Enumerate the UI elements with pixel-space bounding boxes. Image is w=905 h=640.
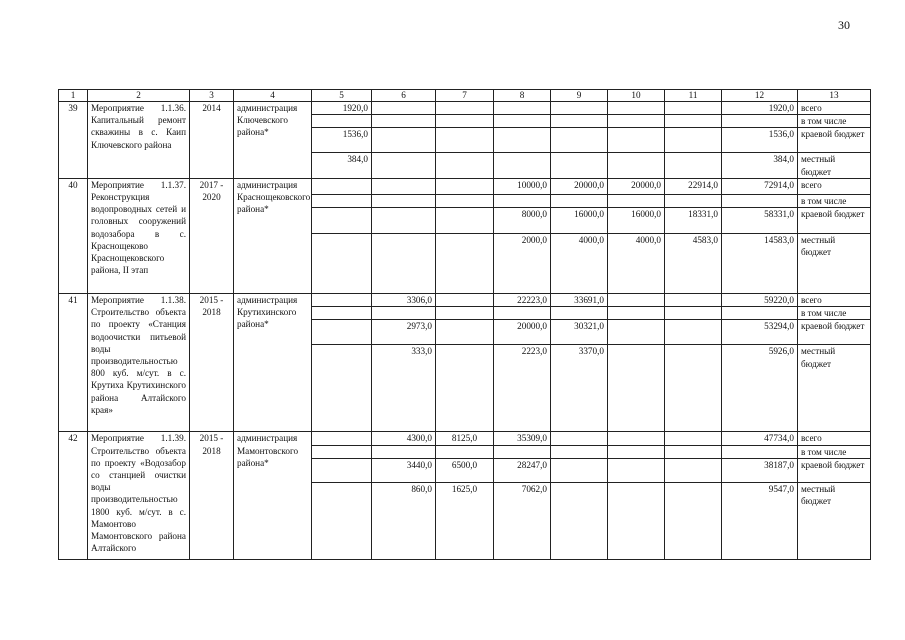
amount-cell (551, 482, 608, 559)
amount-cell: 14583,0 (722, 234, 798, 294)
funding-source: местный бюджет (798, 345, 871, 432)
amount-cell: 3306,0 (372, 294, 436, 307)
measure-name: Мероприятие 1.1.39. Строительство объекта по проекту «Водозабор со станцией очистки воды производительностью 1800 куб. м/сут. в с. Мамонтово Мамонтовского района Алтайского (88, 432, 190, 559)
amount-cell (372, 208, 436, 234)
amount-cell (551, 102, 608, 115)
page-number: 30 (838, 18, 850, 32)
amount-cell: 3370,0 (551, 345, 608, 432)
amount-cell (312, 482, 372, 559)
amount-cell (494, 102, 551, 115)
amount-cell: 47734,0 (722, 432, 798, 445)
amount-cell (665, 102, 722, 115)
column-header: 7 (436, 90, 494, 102)
amount-cell: 860,0 (372, 482, 436, 559)
amount-cell (312, 445, 372, 458)
amount-cell (312, 194, 372, 207)
executor-cell: администрация Краснощековского района* (234, 178, 312, 293)
amount-cell: 16000,0 (608, 208, 665, 234)
table-row (59, 178, 871, 194)
funding-source: в том числе (798, 307, 871, 320)
funding-source: краевой бюджет (798, 320, 871, 345)
amount-cell: 7062,0 (494, 482, 551, 559)
amount-cell (312, 345, 372, 432)
amount-cell (494, 194, 551, 207)
amount-cell (436, 194, 494, 207)
amount-cell: 4300,0 (372, 432, 436, 445)
amount-cell (436, 320, 494, 345)
amount-cell (608, 128, 665, 153)
amount-cell: 4000,0 (608, 234, 665, 294)
amount-cell: 4000,0 (551, 234, 608, 294)
amount-cell (436, 294, 494, 307)
column-header: 8 (494, 90, 551, 102)
row-number: 40 (59, 178, 88, 293)
amount-cell (665, 294, 722, 307)
amount-cell (372, 178, 436, 194)
amount-cell: 4583,0 (665, 234, 722, 294)
years-cell: 2015 - 2018 (190, 294, 234, 432)
funding-source: в том числе (798, 115, 871, 128)
amount-cell (551, 153, 608, 178)
amount-cell: 8000,0 (494, 208, 551, 234)
measure-name: Мероприятие 1.1.37. Реконструкция водопроводных сетей и головных сооружений водозабора в с. Краснощеково Краснощековского района, II этап (88, 178, 190, 293)
amount-cell (665, 307, 722, 320)
amount-cell: 10000,0 (494, 178, 551, 194)
amount-cell: 20000,0 (551, 178, 608, 194)
amount-cell: 30321,0 (551, 320, 608, 345)
amount-cell: 8125,0 (436, 432, 494, 445)
amount-cell: 20000,0 (608, 178, 665, 194)
amount-cell (608, 294, 665, 307)
column-header: 1 (59, 90, 88, 102)
amount-cell (372, 307, 436, 320)
amount-cell: 1625,0 (436, 482, 494, 559)
amount-cell (312, 208, 372, 234)
amount-cell: 58331,0 (722, 208, 798, 234)
amount-cell (312, 234, 372, 294)
amount-cell (551, 128, 608, 153)
amount-cell (608, 345, 665, 432)
amount-cell (722, 307, 798, 320)
amount-cell: 22914,0 (665, 178, 722, 194)
amount-cell (312, 178, 372, 194)
funding-source: краевой бюджет (798, 128, 871, 153)
amount-cell (436, 345, 494, 432)
amount-cell (665, 320, 722, 345)
amount-cell (608, 115, 665, 128)
funding-source: местный бюджет (798, 482, 871, 559)
amount-cell: 2973,0 (372, 320, 436, 345)
executor-cell: администрация Ключевского района* (234, 102, 312, 179)
amount-cell: 1536,0 (312, 128, 372, 153)
amount-cell (665, 115, 722, 128)
measure-name: Мероприятие 1.1.38. Строительство объекта по проекту «Станция водоочистки питьевой воды производительностью 800 куб. м/сут. в с. Крутиха Крутихинского района Алтайского края» (88, 294, 190, 432)
amount-cell (608, 458, 665, 482)
amount-cell (665, 194, 722, 207)
column-header: 10 (608, 90, 665, 102)
amount-cell (551, 307, 608, 320)
amount-cell (551, 432, 608, 445)
funding-table (58, 89, 871, 560)
amount-cell (372, 102, 436, 115)
amount-cell (436, 115, 494, 128)
amount-cell: 72914,0 (722, 178, 798, 194)
column-header: 13 (798, 90, 871, 102)
measure-name: Мероприятие 1.1.36. Капитальный ремонт скважины в с. Каип Ключевского района (88, 102, 190, 179)
amount-cell (665, 445, 722, 458)
funding-source: в том числе (798, 194, 871, 207)
amount-cell (608, 432, 665, 445)
funding-source: краевой бюджет (798, 458, 871, 482)
amount-cell: 2000,0 (494, 234, 551, 294)
amount-cell: 18331,0 (665, 208, 722, 234)
amount-cell (665, 128, 722, 153)
amount-cell (494, 153, 551, 178)
amount-cell (312, 432, 372, 445)
column-header: 12 (722, 90, 798, 102)
amount-cell: 1920,0 (312, 102, 372, 115)
amount-cell (551, 194, 608, 207)
amount-cell (312, 115, 372, 128)
amount-cell: 22223,0 (494, 294, 551, 307)
column-header: 2 (88, 90, 190, 102)
column-header: 11 (665, 90, 722, 102)
amount-cell (372, 115, 436, 128)
amount-cell (608, 320, 665, 345)
amount-cell (608, 102, 665, 115)
amount-cell (436, 234, 494, 294)
amount-cell: 33691,0 (551, 294, 608, 307)
amount-cell: 2223,0 (494, 345, 551, 432)
amount-cell (722, 115, 798, 128)
amount-cell (436, 208, 494, 234)
amount-cell (372, 128, 436, 153)
amount-cell (372, 445, 436, 458)
amount-cell (494, 115, 551, 128)
amount-cell (551, 445, 608, 458)
amount-cell (608, 482, 665, 559)
funding-source: местный бюджет (798, 153, 871, 178)
amount-cell (312, 294, 372, 307)
amount-cell (436, 178, 494, 194)
amount-cell (722, 194, 798, 207)
years-cell: 2017 - 2020 (190, 178, 234, 293)
amount-cell (494, 307, 551, 320)
amount-cell: 38187,0 (722, 458, 798, 482)
amount-cell (551, 458, 608, 482)
amount-cell (312, 458, 372, 482)
amount-cell (436, 128, 494, 153)
amount-cell: 6500,0 (436, 458, 494, 482)
funding-source: в том числе (798, 445, 871, 458)
amount-cell (372, 153, 436, 178)
amount-cell: 384,0 (312, 153, 372, 178)
column-header: 5 (312, 90, 372, 102)
funding-source: всего (798, 178, 871, 194)
table-row (59, 102, 871, 115)
funding-source: краевой бюджет (798, 208, 871, 234)
amount-cell: 384,0 (722, 153, 798, 178)
amount-cell (665, 153, 722, 178)
amount-cell: 1536,0 (722, 128, 798, 153)
amount-cell (436, 307, 494, 320)
row-number: 39 (59, 102, 88, 179)
years-cell: 2014 (190, 102, 234, 179)
amount-cell (372, 194, 436, 207)
amount-cell (494, 445, 551, 458)
amount-cell (665, 432, 722, 445)
amount-cell: 9547,0 (722, 482, 798, 559)
table-row (59, 432, 871, 445)
amount-cell: 3440,0 (372, 458, 436, 482)
header-row (59, 90, 871, 102)
amount-cell (665, 458, 722, 482)
row-number: 42 (59, 432, 88, 559)
funding-source: местный бюджет (798, 234, 871, 294)
funding-source: всего (798, 102, 871, 115)
amount-cell (608, 153, 665, 178)
amount-cell (312, 320, 372, 345)
column-header: 4 (234, 90, 312, 102)
amount-cell: 20000,0 (494, 320, 551, 345)
amount-cell (608, 445, 665, 458)
column-header: 6 (372, 90, 436, 102)
executor-cell: администрация Крутихинского района* (234, 294, 312, 432)
amount-cell (551, 115, 608, 128)
amount-cell: 59220,0 (722, 294, 798, 307)
years-cell: 2015 - 2018 (190, 432, 234, 559)
row-number: 41 (59, 294, 88, 432)
amount-cell (722, 445, 798, 458)
column-header: 3 (190, 90, 234, 102)
amount-cell: 333,0 (372, 345, 436, 432)
amount-cell (436, 102, 494, 115)
amount-cell (494, 128, 551, 153)
table-row (59, 294, 871, 307)
amount-cell (608, 307, 665, 320)
funding-source: всего (798, 432, 871, 445)
amount-cell (312, 307, 372, 320)
amount-cell: 53294,0 (722, 320, 798, 345)
amount-cell: 35309,0 (494, 432, 551, 445)
amount-cell: 1920,0 (722, 102, 798, 115)
amount-cell (665, 482, 722, 559)
funding-source: всего (798, 294, 871, 307)
amount-cell: 5926,0 (722, 345, 798, 432)
amount-cell (436, 445, 494, 458)
amount-cell (665, 345, 722, 432)
amount-cell (608, 194, 665, 207)
amount-cell: 28247,0 (494, 458, 551, 482)
amount-cell (372, 234, 436, 294)
column-header: 9 (551, 90, 608, 102)
executor-cell: администрация Мамонтовского района* (234, 432, 312, 559)
amount-cell (436, 153, 494, 178)
amount-cell: 16000,0 (551, 208, 608, 234)
